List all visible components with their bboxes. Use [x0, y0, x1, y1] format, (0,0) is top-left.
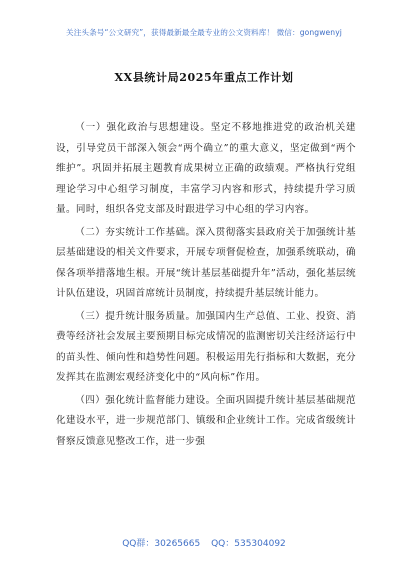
header-promo-note: 关注头条号“公文研究”，获得最新最全最专业的公文资料库！ 微信：gongwenyj: [66, 28, 342, 37]
document-title: XX县统计局2025年重点工作计划: [114, 71, 294, 84]
footer-contact: [0, 536, 408, 549]
paragraph-service-quality: （三）提升统计服务质量。加强国内生产总值、工业、投资、消费等经济社会发展主要预期目标完成情况的监测密切关注经济运行中的苗头性、倾向性和趋势性问题。积极运用先行指标和大数据，充分发挥其在监测宏观经济变化中的“风向标”作用。: [56, 310, 356, 383]
document-body: [56, 118, 356, 452]
paragraph-political-building: （一）强化政治与思想建设。坚定不移地推进党的政治机关建设，引导党员干部深入领会“两个确立”的重大意义，坚定做到“两个维护”。巩固并拓展主题教育成果树立正确的政绩观。严格执行党组理论学习中心组学习制度，丰富学习内容和形式，持续提升学习质量。同时，组织各党支部及时跟进学习中心组的学习内容。: [56, 122, 356, 215]
footer-qq-group: QQ群：30265665: [122, 539, 201, 549]
footer-qq-number: QQ：535304092: [211, 539, 286, 549]
paragraph-statistics-foundation: （二）夯实统计工作基础。深入贯彻落实县政府关于加强统计基层基础建设的相关文件要求，开展专项督促检查，加强系统联动，确保各项举措落地生根。开展“统计基层基础提升年”活动，强化基层统计队伍建设，巩固首席统计员制度，持续提升基层统计能力。: [56, 226, 356, 299]
paragraph-supervision-capacity: （四）强化统计监督能力建设。全面巩固提升统计基层基础规范化建设水平，进一步规范部门、镇级和企业统计工作。完成省级统计督察反馈意见整改工作，进一步强: [56, 394, 356, 447]
